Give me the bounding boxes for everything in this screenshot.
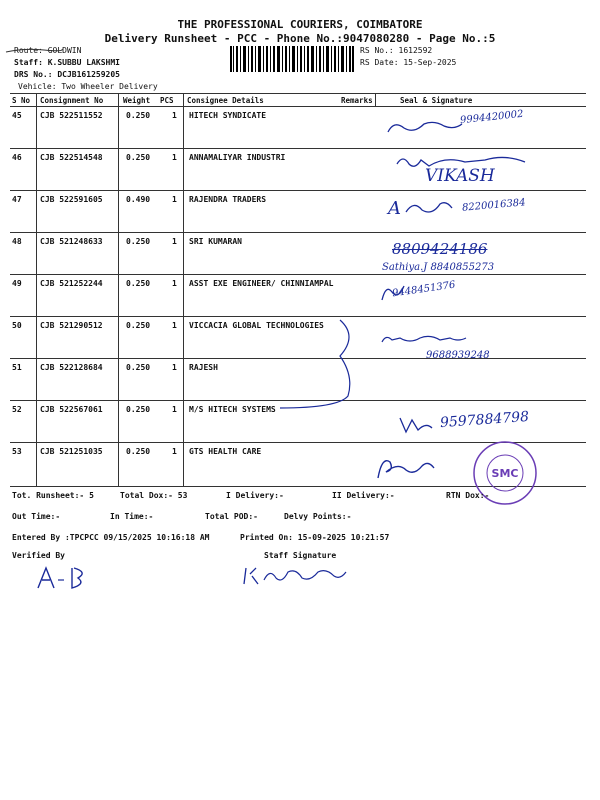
row-weight: 0.250: [126, 153, 151, 162]
row-consignment: CJB 522514548: [40, 153, 103, 162]
row-pcs: 1: [172, 321, 177, 330]
header-sno: S No: [12, 96, 31, 105]
row-pcs: 1: [172, 363, 177, 372]
row-pcs: 1: [172, 447, 177, 456]
i-delivery: I Delivery:-: [226, 491, 284, 500]
printed-on: Printed On: 15-09-2025 10:21:57: [240, 533, 390, 542]
staff-handwritten-signature: [240, 564, 350, 588]
rs-date: RS Date: 15-Sep-2025: [360, 58, 457, 67]
row-consignment: CJB 521251035: [40, 447, 103, 456]
row-sno: 48: [12, 237, 22, 246]
row-weight: 0.250: [126, 405, 151, 414]
phone-45: 9994420002: [459, 108, 525, 127]
row-consignee: ASST EXE ENGINEER/ CHINNIAMPAL: [189, 279, 334, 288]
vehicle-label: Vehicle: Two Wheeler Delivery: [18, 82, 158, 91]
row-consignment: CJB 521248633: [40, 237, 103, 246]
header-weight: Weight: [123, 96, 151, 105]
phone-48: 8809424186: [392, 240, 488, 258]
row-weight: 0.250: [126, 111, 151, 120]
row-consignee: SRI KUMARAN: [189, 237, 242, 246]
name-46: VIKASH: [425, 166, 495, 186]
row-weight: 0.250: [126, 321, 151, 330]
row-consignment: CJB 522511552: [40, 111, 103, 120]
phone-52: 9597884798: [439, 408, 530, 432]
phone-50: 9688939248: [426, 350, 490, 361]
row-sno: 46: [12, 153, 22, 162]
row-consignment: CJB 522591605: [40, 195, 103, 204]
rs-number: RS No.: 1612592: [360, 46, 433, 55]
row-consignment: CJB 522567061: [40, 405, 103, 414]
row-weight: 0.250: [126, 363, 151, 372]
row-sno: 50: [12, 321, 22, 330]
scribble-mark: [4, 46, 64, 56]
row-sno: 47: [12, 195, 22, 204]
header-consignee: Consignee Details: [187, 96, 264, 105]
row-weight: 0.250: [126, 237, 151, 246]
staff-label: Staff: K.SUBBU LAKSHMI: [14, 58, 120, 67]
barcode-graphic: [230, 46, 354, 72]
signature-47: A: [388, 198, 401, 219]
phone-47: 8220016384: [461, 197, 526, 214]
out-time: Out Time:-: [12, 512, 61, 521]
verified-signature: [34, 564, 94, 592]
entered-by: Entered By :TPCPCC 09/15/2025 10:16:18 AM: [12, 533, 210, 542]
row-sno: 49: [12, 279, 22, 288]
header-pcs: PCS: [160, 96, 174, 105]
rtn-dox: RTN Dox:-: [446, 491, 490, 500]
row-consignee: ANNAMALIYAR INDUSTRI: [189, 153, 286, 162]
staff-signature-label: Staff Signature: [264, 551, 337, 560]
row-consignment: CJB 521252244: [40, 279, 103, 288]
runsheet-subtitle: Delivery Runsheet - PCC - Phone No.:9047080280 - Page No.:5: [104, 32, 496, 45]
row-weight: 0.250: [126, 279, 151, 288]
row-pcs: 1: [172, 405, 177, 414]
signature-45: [384, 118, 464, 138]
row-consignee: RAJENDRA TRADERS: [189, 195, 267, 204]
row-pcs: 1: [172, 111, 177, 120]
header-consignment: Consignment No: [40, 96, 104, 105]
row-sno: 53: [12, 447, 22, 456]
signature-53: [374, 452, 438, 484]
row-weight: 0.490: [126, 195, 151, 204]
in-time: In Time:-: [110, 512, 154, 521]
company-title: THE PROFESSIONAL COURIERS, COIMBATORE: [177, 18, 423, 31]
name-48: Sathiya.J 8840855273: [382, 262, 495, 273]
total-dox: Total Dox:- 53: [120, 491, 188, 500]
row-consignee: RAJESH: [189, 363, 218, 372]
total-pod: Total POD:-: [205, 512, 258, 521]
bracket-line: [278, 316, 358, 426]
row-consignee: VICCACIA GLOBAL TECHNOLOGIES: [189, 321, 324, 330]
signature-47-stroke: [404, 198, 454, 218]
phone-49: 9448451376: [391, 279, 457, 300]
row-pcs: 1: [172, 279, 177, 288]
signature-50: [380, 332, 470, 348]
delvy-points: Delvy Points:-: [284, 512, 352, 521]
header-remarks: Remarks: [341, 96, 373, 105]
signature-52: [398, 416, 434, 436]
row-consignee: HITECH SYNDICATE: [189, 111, 267, 120]
row-pcs: 1: [172, 195, 177, 204]
row-consignment: CJB 522128684: [40, 363, 103, 372]
row-weight: 0.250: [126, 447, 151, 456]
row-pcs: 1: [172, 237, 177, 246]
header-seal: Seal & Signature: [400, 96, 473, 105]
verified-by: Verified By: [12, 551, 65, 560]
row-consignment: CJB 521290512: [40, 321, 103, 330]
ii-delivery: II Delivery:-: [332, 491, 395, 500]
route-label: Route: GOLDWIN: [14, 46, 82, 55]
row-pcs: 1: [172, 153, 177, 162]
row-sno: 45: [12, 111, 22, 120]
svg-text:SMC: SMC: [491, 467, 519, 480]
row-sno: 52: [12, 405, 22, 414]
row-sno: 51: [12, 363, 22, 372]
row-consignee: M/S HITECH SYSTEMS: [189, 405, 276, 414]
row-consignee: GTS HEALTH CARE: [189, 447, 262, 456]
drs-number: DRS No.: DCJB161259205: [14, 70, 120, 79]
tot-runsheet: Tot. Runsheet:- 5: [12, 491, 94, 500]
